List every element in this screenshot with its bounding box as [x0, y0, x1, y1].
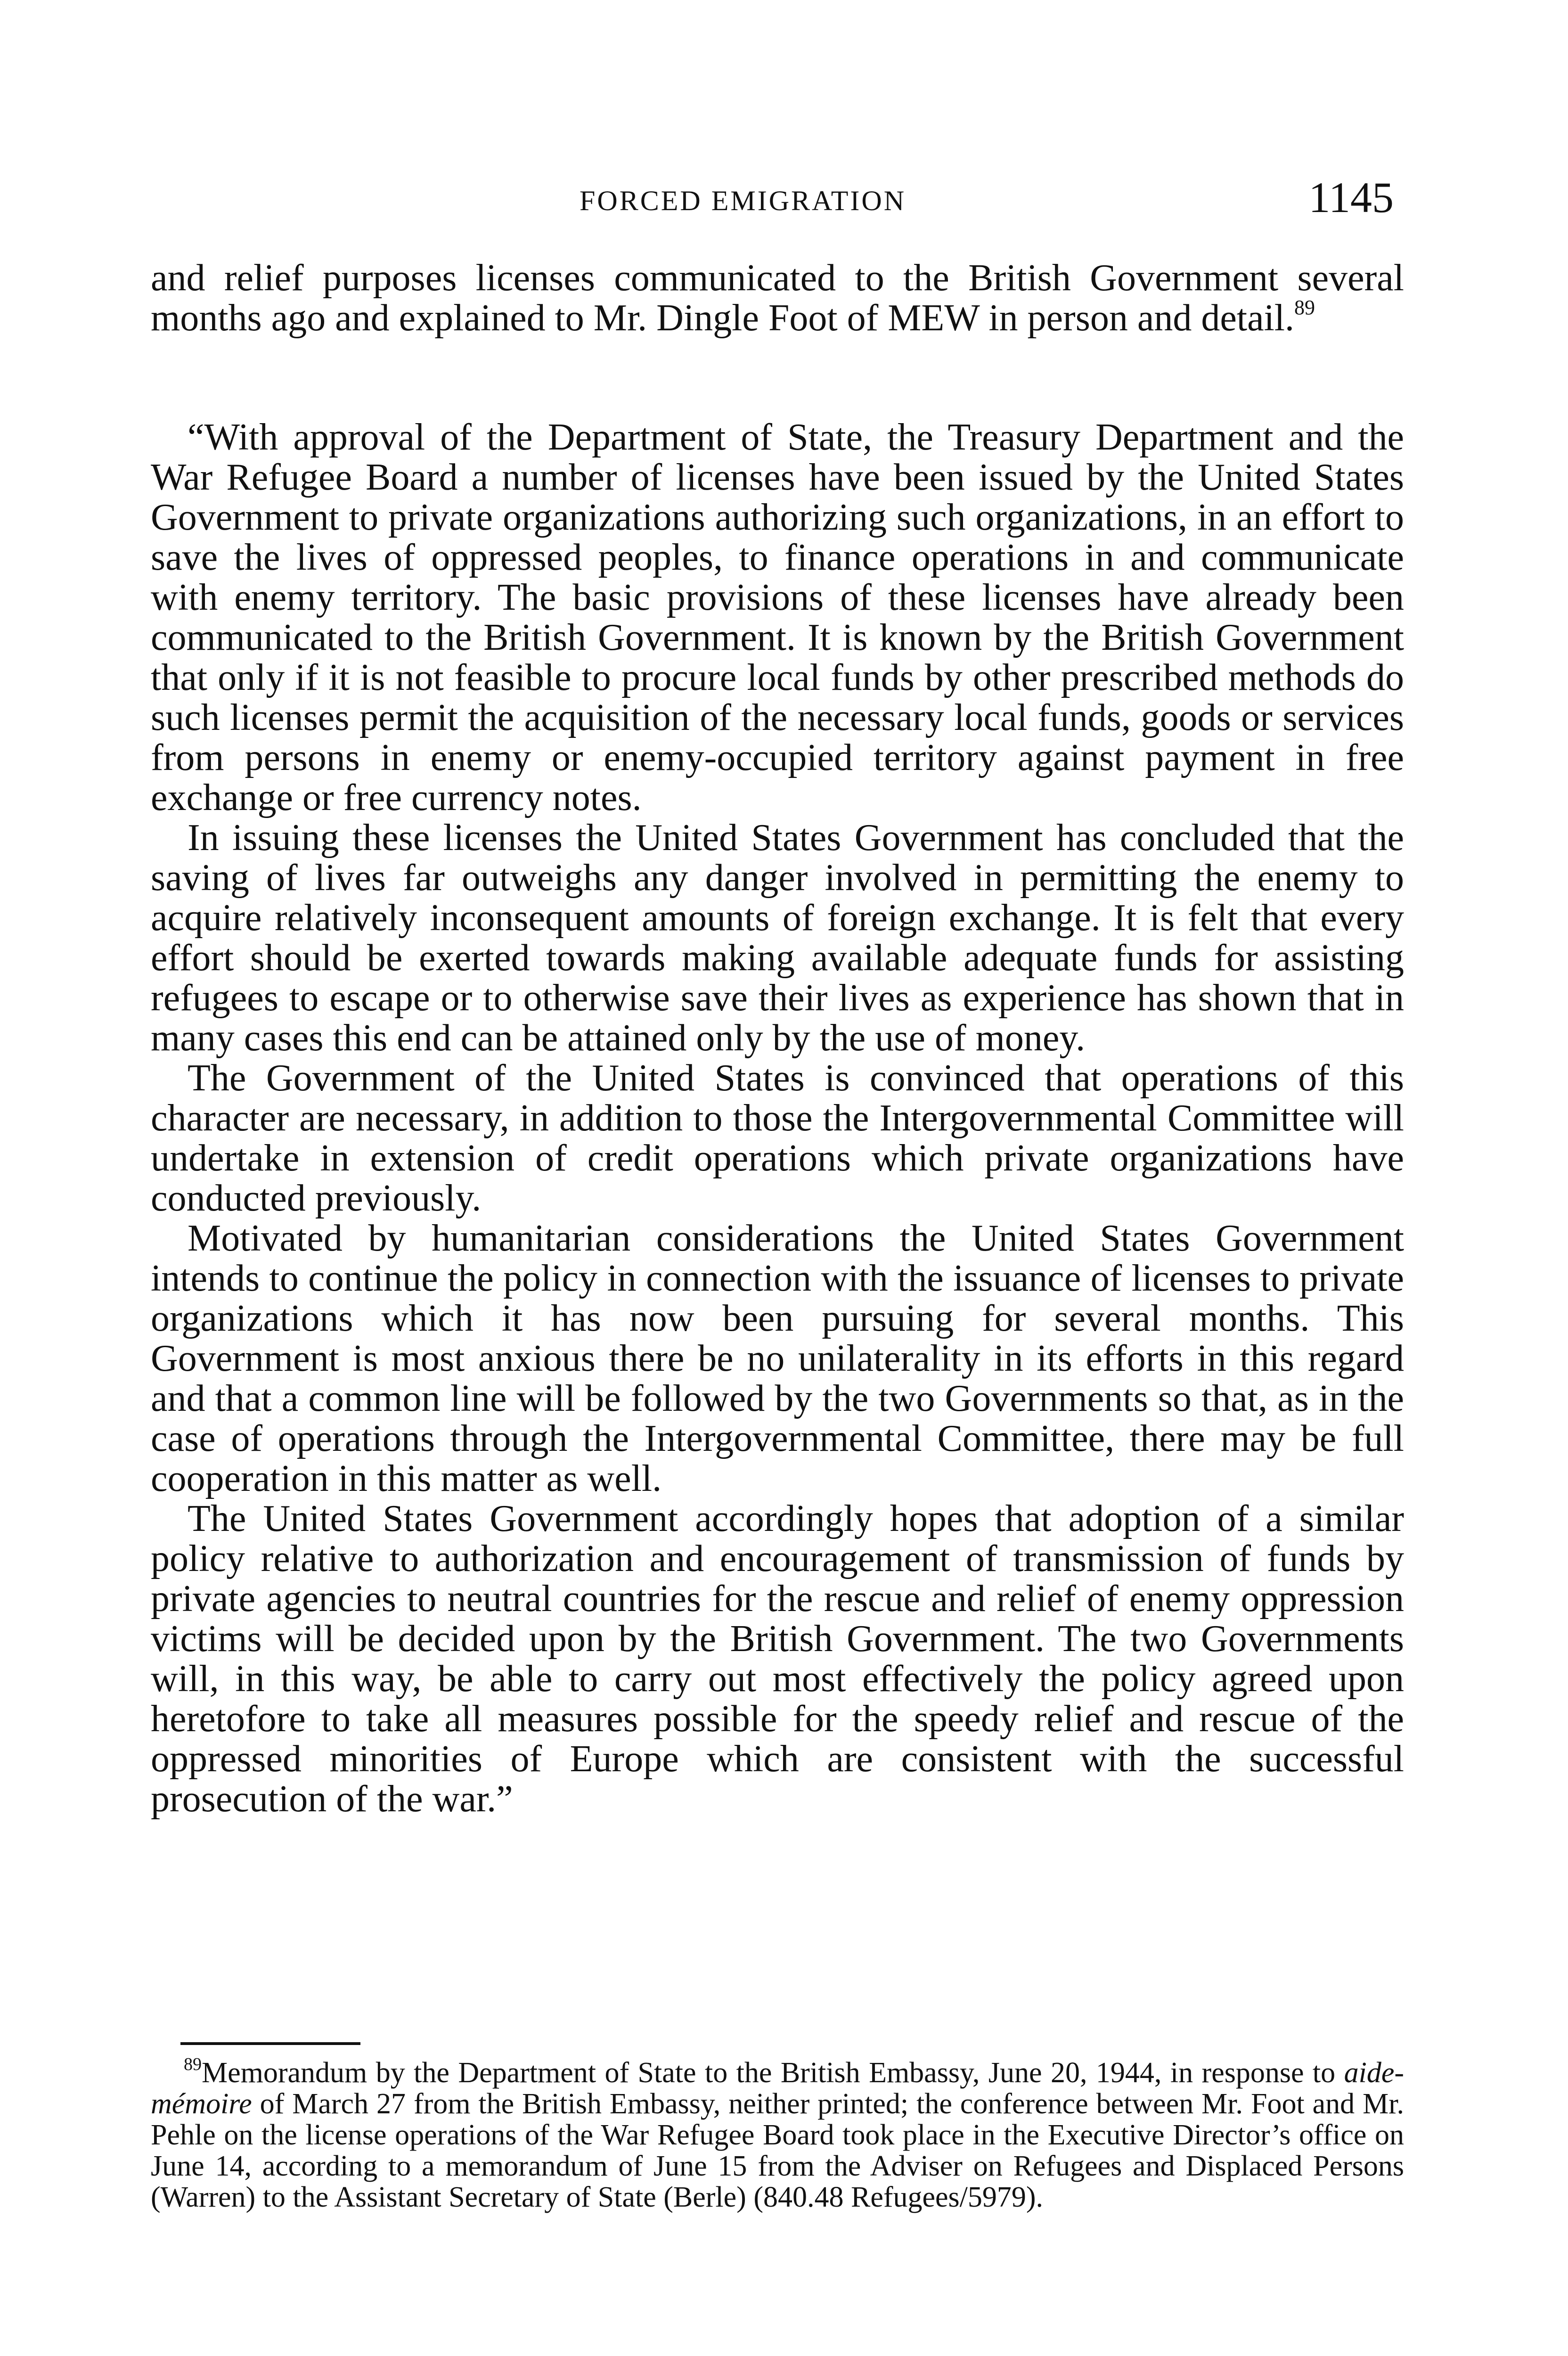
- footnote-divider: [180, 2042, 360, 2045]
- intro-text: and relief purposes licenses communicated to the British Government several months ago and explained to Mr. Dingle Foot of MEW in person and detail.: [151, 257, 1404, 339]
- footnote-reference: 89: [1294, 296, 1315, 319]
- footnote-italic-term: aide-mémoire: [151, 2057, 1404, 2120]
- running-title: FORCED EMIGRATION: [580, 185, 906, 216]
- footnote: [151, 2054, 1404, 2213]
- quote-paragraph-1: “With approval of the Department of State, the Treasury Department and the War Refugee Board a number of licenses have been issued by the United States Government to private organizations authorizing such organizations, in an effort to save the lives of oppressed peoples, to finance operations in and communicate with enemy territory. The basic provisions of these licenses have already been communicated to the British Government. It is known by the British Government that only if it is not feasible to procure local funds by other prescribed methods do such licenses permit the acquisition of the necessary local funds, goods or services from persons in enemy or enemy-occupied territory against payment in free exchange or free currency notes.: [151, 417, 1404, 818]
- page-number: 1145: [1308, 173, 1394, 221]
- footnote-marker: 89: [184, 2054, 202, 2074]
- footnote-text-before: Memorandum by the Department of State to the British Embassy, June 20, 1944, in response to: [202, 2057, 1344, 2089]
- quote-paragraph-2: In issuing these licenses the United States Government has concluded that the saving of lives far outweighs any danger involved in permitting the enemy to acquire relatively inconsequent amounts of foreign exchange. It is felt that every effort should be exerted towards making available adequate funds for assisting refugees to escape or to otherwise save their lives as experience has shown that in many cases this end can be attained only by the use of money.: [151, 817, 1404, 1059]
- quote-paragraph-3: The Government of the United States is convinced that operations of this character are necessary, in addition to those the Intergovernmental Committee will undertake in extension of credit operations which private organizations have conducted previously.: [151, 1057, 1404, 1219]
- intro-paragraph: [151, 258, 1404, 338]
- quote-paragraph-4: Motivated by humanitarian considerations the United States Government intends to continue the policy in connection with the issuance of licenses to private organizations which it has now been pursuing for several months. This Government is most anxious there be no unilaterality in its efforts in this regard and that a common line will be followed by the two Governments so that, as in the case of operations through the Intergovernmental Committee, there may be full cooperation in this matter as well.: [151, 1218, 1404, 1499]
- footnote-text-after: of March 27 from the British Embassy, neither printed; the conference between Mr. Foot and Mr. Pehle on the license operations of the War Refugee Board took place in the Executive Director’s office on June 14, according to a memorandum of June 15 from the Adviser on Refugees and Displaced Persons (Warren) to the Assistant Secretary of State (Berle) (840.48 Refugees/5979).: [151, 2088, 1404, 2213]
- quote-paragraph-5: The United States Government accordingly hopes that adoption of a similar policy relative to authorization and encouragement of transmission of funds by private agencies to neutral countries for the rescue and relief of enemy oppression victims will be decided upon by the British Government. The two Governments will, in this way, be able to carry out most effectively the policy agreed upon heretofore to take all measures possible for the speedy relief and rescue of the oppressed minorities of Europe which are consistent with the successful prosecution of the war.”: [151, 1498, 1404, 1820]
- quoted-memorandum: [151, 417, 1404, 1819]
